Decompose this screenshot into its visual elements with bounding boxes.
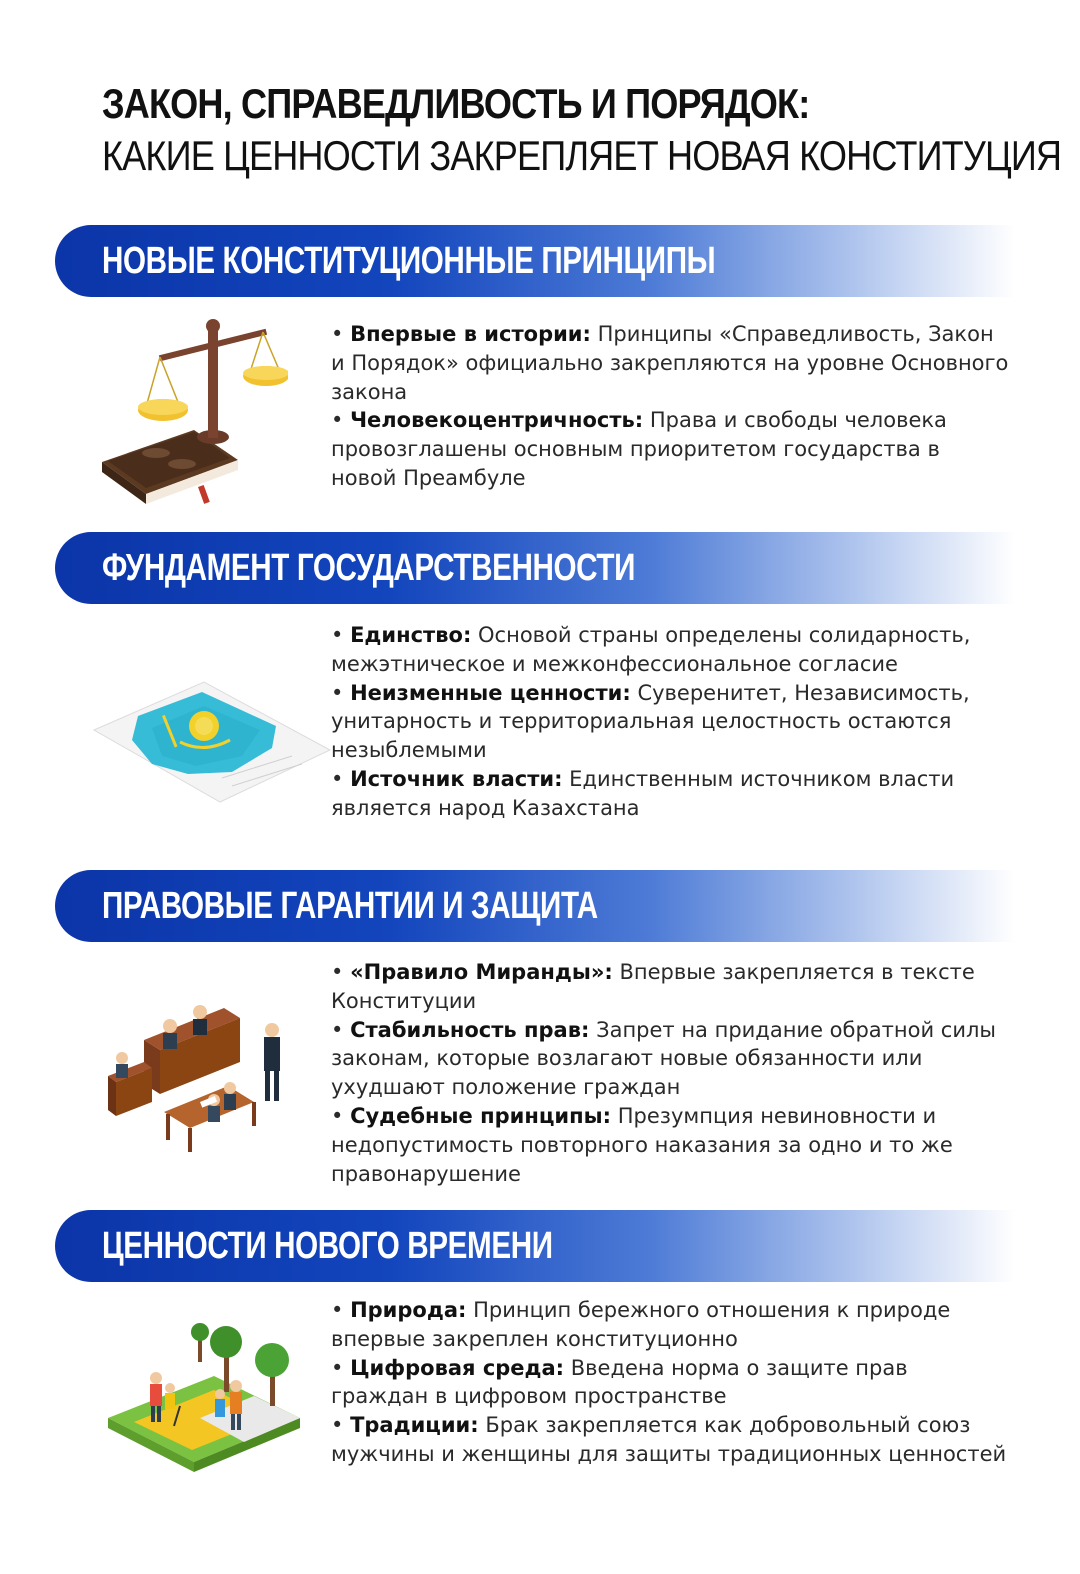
section-title: ПРАВОВЫЕ ГАРАНТИИ И ЗАЩИТА (102, 885, 598, 927)
section-header-new-time (55, 1210, 1015, 1282)
list-item: • Человекоцентричность: Права и свободы человека провозглашены основным приоритетом государства в новой Преамбуле (331, 408, 947, 490)
list-item: • Впервые в истории: Принципы «Справедливость, Закон и Порядок» официально закрепляются на уровне Основного закона (331, 322, 1009, 404)
list-item: • «Правило Миранды»: Впервые закрепляется в тексте Конституции (331, 960, 975, 1013)
page-title-line-2: КАКИЕ ЦЕННОСТИ ЗАКРЕПЛЯЕТ НОВАЯ КОНСТИТУЦИЯ (102, 132, 1062, 179)
list-item: • Традиции: Брак закрепляется как добровольный союз мужчины и женщины для защиты традиционных ценностей (331, 1413, 1007, 1466)
section-header-foundation (55, 532, 1015, 604)
list-item: • Неизменные ценности: Суверенитет, Независимость, унитарность и территориальная целостность остаются незыблемыми (331, 680, 970, 763)
courtroom-icon (104, 990, 294, 1160)
scales-of-justice-icon (98, 312, 288, 512)
section-title: ФУНДАМЕНТ ГОСУДАРСТВЕННОСТИ (102, 547, 636, 589)
section-body-guarantees (331, 958, 1011, 1188)
list-item: • Стабильность прав: Запрет на придание обратной силы законам, которые возлагают новые обязанности или ухудшают положение граждан (331, 1017, 997, 1100)
page-title (102, 78, 1062, 182)
section-header-guarantees (55, 870, 1015, 942)
list-item: • Единство: Основой страны определены солидарность, межэтническое и межконфессиональное согласие (331, 623, 971, 676)
kazakhstan-map-icon (92, 668, 332, 808)
section-body-new-time (331, 1296, 1011, 1469)
list-item: • Судебные принципы: Презумпция невиновности и недопустимость повторного наказания за одно и то же правонарушение (331, 1103, 953, 1186)
page-title-line-1: ЗАКОН, СПРАВЕДЛИВОСТЬ И ПОРЯДОК: (102, 80, 810, 127)
section-body-principles (331, 320, 1011, 493)
section-body-foundation (331, 621, 1011, 823)
section-title: ЦЕННОСТИ НОВОГО ВРЕМЕНИ (102, 1225, 553, 1267)
list-item: • Природа: Принцип бережного отношения к природе впервые закреплен конституционно (331, 1298, 951, 1351)
park-family-icon (104, 1322, 304, 1482)
list-item: • Цифровая среда: Введена норма о защите прав граждан в цифровом пространстве (331, 1355, 908, 1409)
list-item: • Источник власти: Единственным источником власти является народ Казахстана (331, 766, 955, 820)
section-title: НОВЫЕ КОНСТИТУЦИОННЫЕ ПРИНЦИПЫ (102, 240, 716, 282)
section-header-principles (55, 225, 1015, 297)
